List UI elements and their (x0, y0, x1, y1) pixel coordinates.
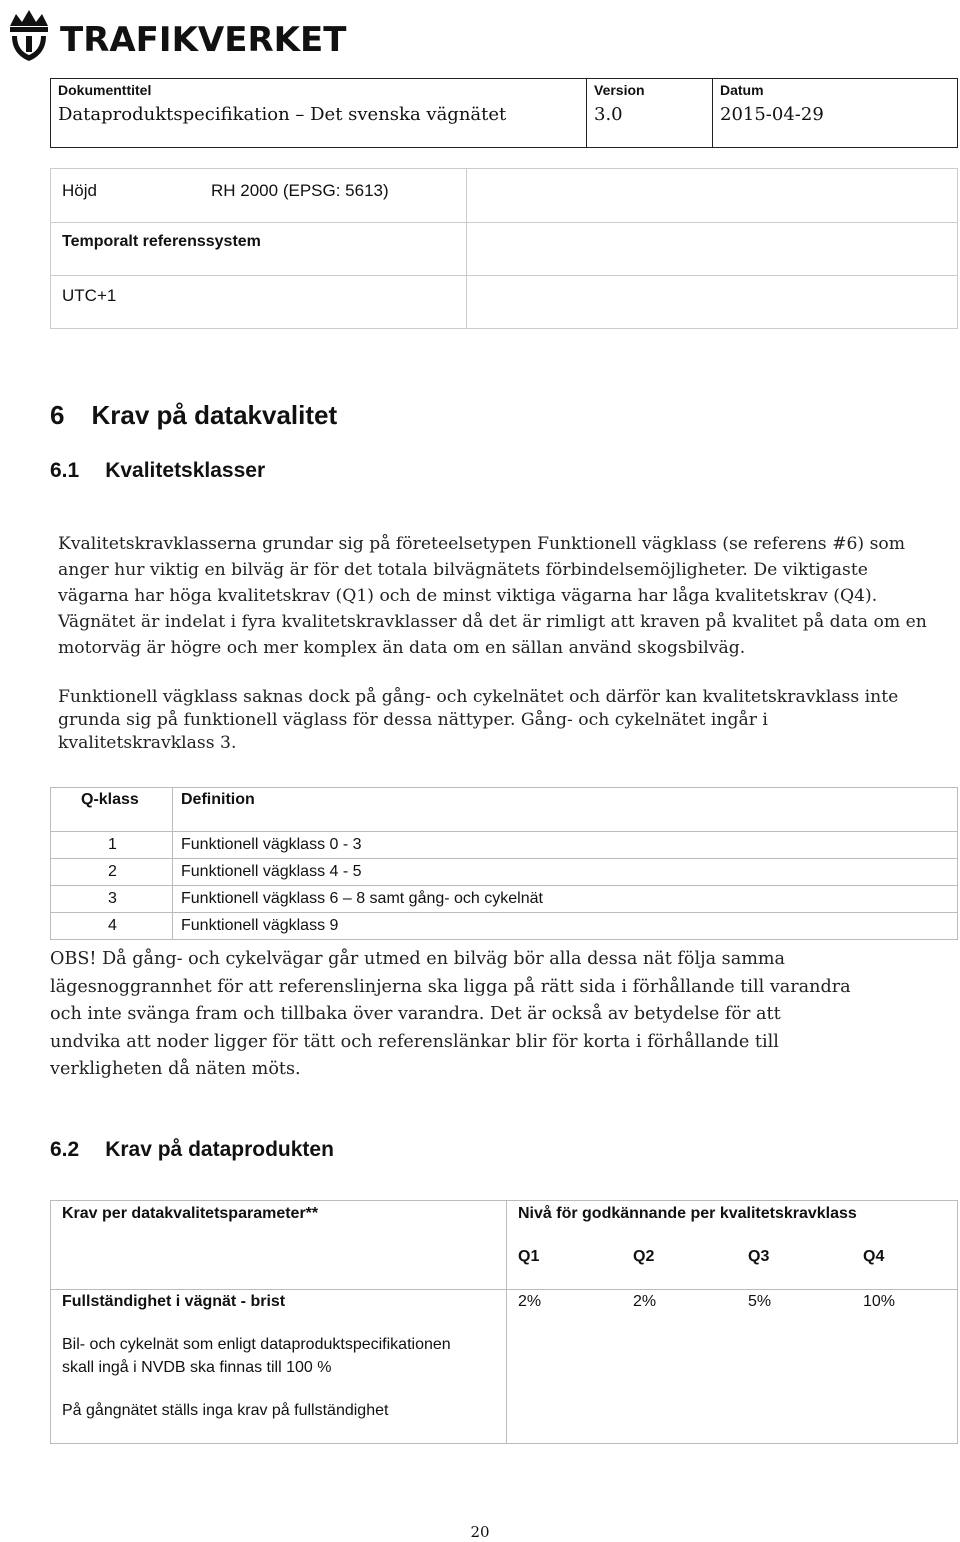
hojd-label: Höjd (62, 181, 97, 200)
reference-system-table (50, 168, 958, 329)
section-6-heading (50, 400, 337, 431)
crown-icon (4, 6, 54, 62)
document-header-table (50, 78, 958, 148)
krav-value-q2: 2% (633, 1293, 657, 1310)
krav-row-desc-1: Bil- och cykelnät som enligt dataproduktspecifikationen (62, 1336, 451, 1353)
paragraph-1-line: anger hur viktig en bilväg är för det totala bilvägnätets förbindelsemöjligheter. De viktigaste (58, 560, 868, 580)
header-date-label: Datum (720, 82, 764, 98)
header-title-label: Dokumenttitel (58, 82, 152, 98)
paragraph-1-line: Vägnätet är indelat i fyra kvalitetskravklasser då det är rimligt att kraven på kvalitet på data om en (58, 612, 927, 632)
header-title-cell (51, 79, 587, 147)
paragraph-2-line: Funktionell vägklass saknas dock på gång- och cykelnätet och därför kan kvalitetskravklass inte (58, 687, 899, 707)
paragraph-1-line: motorväg är högre och mer komplex än data om en sällan använd skogsbilväg. (58, 638, 746, 658)
krav-row-desc-2: skall ingå i NVDB ska finnas till 100 % (62, 1359, 332, 1376)
header-date-cell (713, 79, 957, 147)
section-6-1-title: Kvalitetsklasser (105, 459, 266, 482)
trafikverket-logo (4, 6, 347, 62)
krav-row-desc-3: På gångnätet ställs inga krav på fullständighet (62, 1402, 389, 1419)
table-row (51, 832, 957, 859)
q-class-value: 1 (108, 836, 117, 853)
obs-line: verkligheten då näten möts. (50, 1059, 301, 1079)
krav-class-q3: Q3 (748, 1248, 770, 1265)
header-date-value: 2015-04-29 (720, 104, 824, 125)
table-row (51, 859, 957, 886)
krav-class-q2: Q2 (633, 1248, 655, 1265)
header-version-cell (587, 79, 713, 147)
obs-line: lägesnoggrannhet för att referenslinjerna ska ligga på rätt sida i förhållande till varandra (50, 976, 851, 997)
section-6-2-heading (50, 1138, 334, 1162)
krav-class-q1: Q1 (518, 1248, 540, 1265)
section-6-2-title: Krav på dataprodukten (105, 1138, 334, 1161)
paragraph-1-line: Kvalitetskravklasserna grundar sig på företeelsetypen Funktionell vägklass (se referens #6) som (58, 534, 906, 554)
q-class-value: 4 (108, 917, 117, 934)
krav-row-title: Fullständighet i vägnät - brist (62, 1293, 286, 1310)
header-title-value: Dataproduktspecifikation – Det svenska vägnätet (58, 104, 507, 125)
section-6-title: Krav på datakvalitet (91, 400, 338, 430)
q-class-value: 2 (108, 863, 117, 880)
obs-line: och inte svänga fram och tillbaka över varandra. Det är också av betydelse för att (50, 1004, 781, 1024)
obs-line: OBS! Då gång- och cykelvägar går utmed en bilväg bör alla dessa nät följa samma (50, 949, 786, 969)
paragraph-1 (58, 531, 927, 661)
obs-paragraph (50, 946, 851, 1084)
krav-level-header: Nivå för godkännande per kvalitetskravklass (518, 1205, 857, 1222)
section-6-number: 6 (50, 400, 65, 430)
krav-value-q4: 10% (863, 1293, 896, 1310)
header-version-label: Version (594, 82, 645, 98)
paragraph-2-line: kvalitetskravklass 3. (58, 733, 237, 753)
krav-class-q4: Q4 (863, 1248, 885, 1265)
q-table-col-definition: Definition (181, 791, 255, 808)
temporal-label: Temporalt referenssystem (62, 233, 261, 250)
obs-line: undvika att noder ligger för tätt och referenslänkar blir för korta i förhållande till (50, 1031, 779, 1052)
hojd-value: RH 2000 (EPSG: 5613) (211, 181, 389, 200)
q-table-col-qklass: Q-klass (81, 791, 139, 808)
section-6-2-number: 6.2 (50, 1138, 80, 1161)
temporal-value: UTC+1 (62, 286, 117, 305)
q-class-table (50, 787, 958, 940)
header-version-value: 3.0 (594, 104, 623, 125)
q-class-value: 3 (108, 890, 117, 907)
paragraph-2 (58, 686, 898, 755)
q-class-definition: Funktionell vägklass 6 – 8 samt gång- och cykelnät (181, 890, 543, 907)
krav-value-q3: 5% (748, 1293, 772, 1310)
page-number: 20 (470, 1523, 490, 1541)
q-class-definition: Funktionell vägklass 9 (181, 917, 339, 934)
data-quality-requirements-table (50, 1200, 958, 1444)
paragraph-2-line: grunda sig på funktionell väglass för dessa nättyper. Gång- och cykelnätet ingår i (58, 710, 768, 730)
krav-value-q1: 2% (518, 1293, 542, 1310)
logo-wordmark: TRAFIKVERKET (60, 20, 347, 60)
paragraph-1-line: vägarna har höga kvalitetskrav (Q1) och de minst viktiga vägarna har låga kvalitetskrav (Q4). (58, 586, 878, 606)
q-class-definition: Funktionell vägklass 0 - 3 (181, 836, 362, 853)
q-table-header-row (51, 788, 957, 832)
table-row (51, 913, 957, 939)
section-6-1-heading (50, 459, 265, 483)
table-row (51, 886, 957, 913)
q-class-definition: Funktionell vägklass 4 - 5 (181, 863, 362, 880)
krav-param-header: Krav per datakvalitetsparameter** (62, 1205, 319, 1222)
section-6-1-number: 6.1 (50, 459, 80, 482)
